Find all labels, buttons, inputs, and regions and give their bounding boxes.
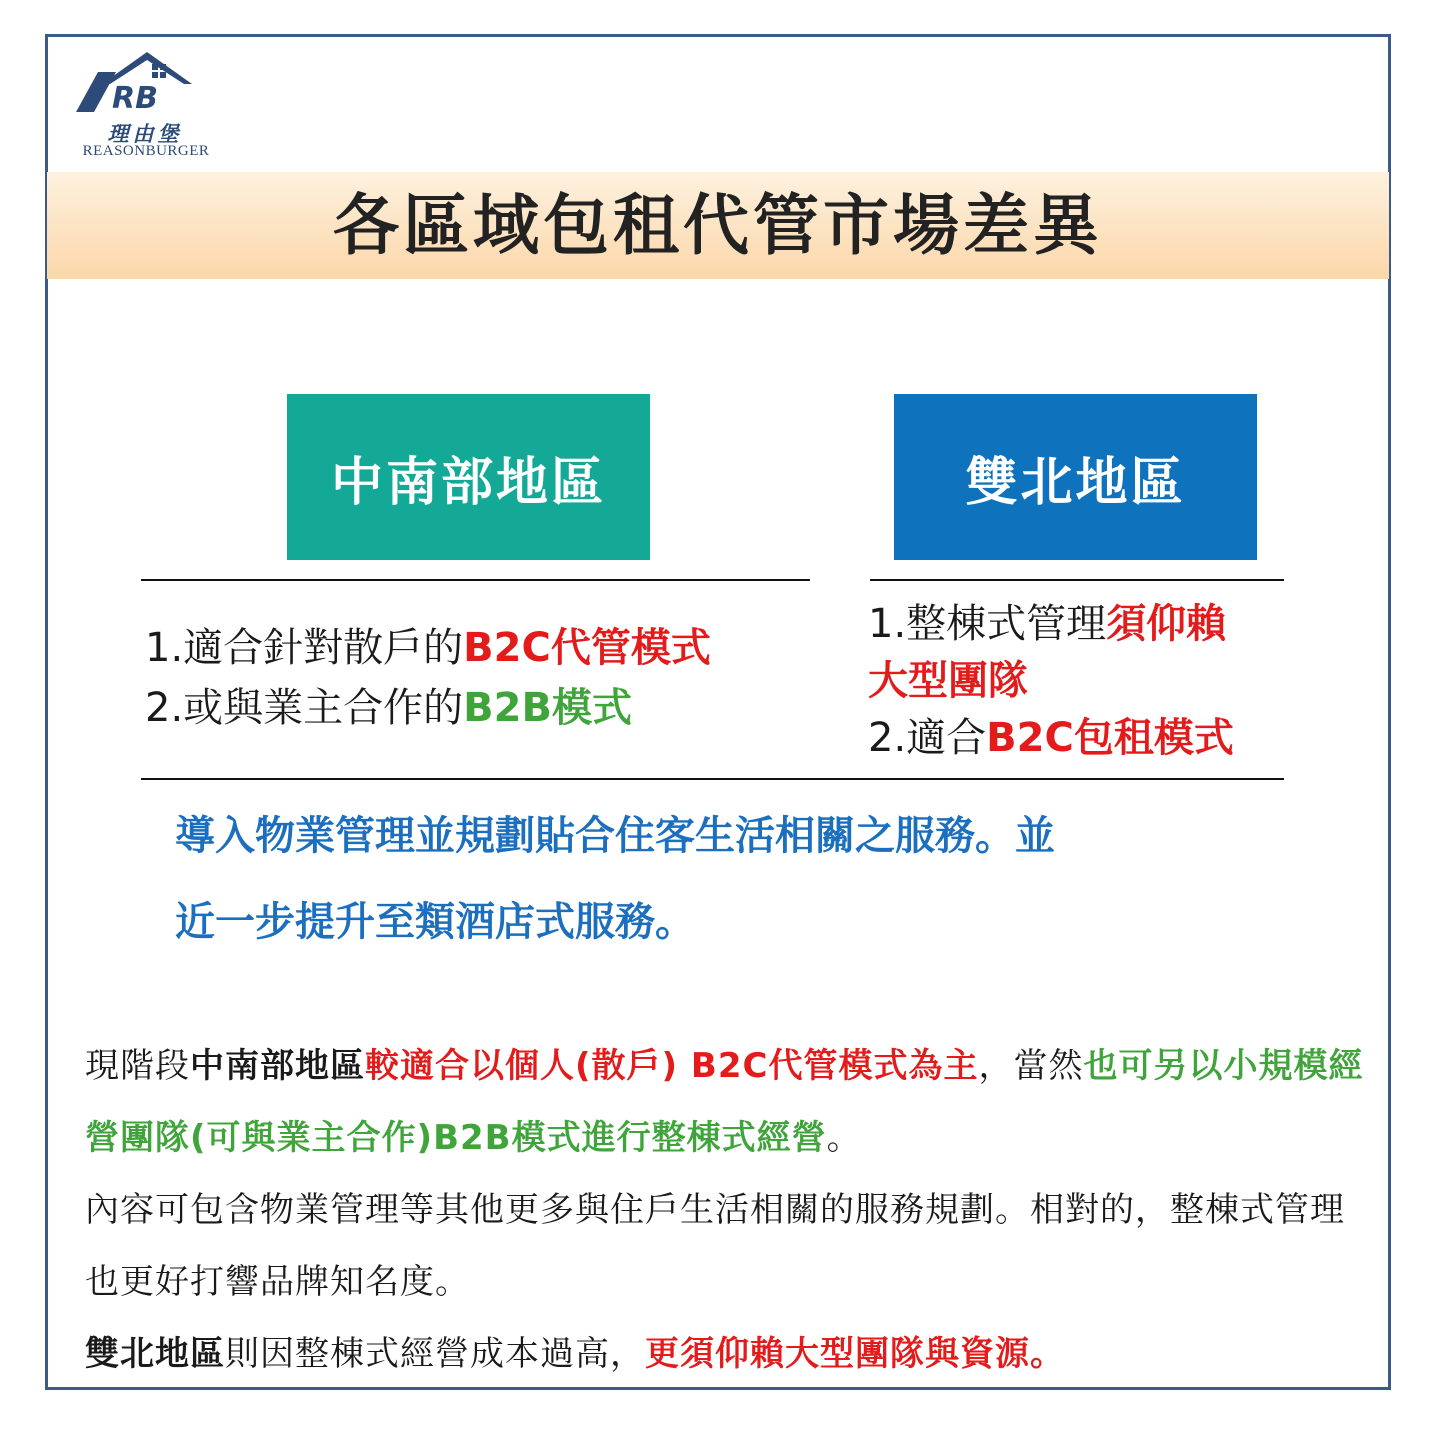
paragraph: 內容可包含物業管理等其他更多與住戶生活相關的服務規劃。相對的，整棟式管理也更好打響品牌知名度。 xyxy=(85,1190,1345,1302)
list-item xyxy=(145,678,711,738)
page-title: 各區域包租代管市場差異 xyxy=(333,187,1103,264)
text-span-bold: 雙北地區 xyxy=(85,1334,225,1374)
divider-left-top xyxy=(141,579,810,581)
text-span-green: 小規模經營團隊(可與業主合作)B2B模式進行整棟式經營 xyxy=(85,1046,1364,1158)
title-band xyxy=(47,172,1389,279)
logo-mark: RB xyxy=(112,81,158,116)
list-item-text: 2.適合 xyxy=(868,715,987,761)
region-label-central-south: 中南部地區 xyxy=(330,452,606,513)
body-text xyxy=(85,1030,1365,1390)
logo xyxy=(72,50,222,162)
list-taipei xyxy=(868,596,1234,767)
logo-name-cn: 理由堡 xyxy=(107,121,183,146)
list-item-text: 2.或與業主合作的 xyxy=(145,685,464,731)
text-span: ，當然 xyxy=(978,1046,1084,1086)
conclusion-line: 導入物業管理並規劃貼合住客生活相關之服務。並 xyxy=(175,813,1055,859)
list-central-south xyxy=(145,618,711,738)
list-item xyxy=(145,618,711,678)
list-item-highlight: B2B模式 xyxy=(463,685,632,731)
divider-bottom xyxy=(141,778,1284,780)
conclusion-line: 近一步提升至類酒店式服務。 xyxy=(175,899,695,945)
list-item-continued xyxy=(868,653,1234,710)
paragraph xyxy=(85,1030,1365,1174)
list-item-highlight: 須仰賴 xyxy=(1106,601,1227,647)
list-item-highlight: B2C包租模式 xyxy=(986,715,1234,761)
text-span-red: 更須仰賴大型團隊與資源。 xyxy=(645,1334,1065,1374)
text-span-red: 較適合以個人(散戶) B2C代管模式為主 xyxy=(365,1046,979,1086)
text-span: 現階段 xyxy=(85,1046,190,1086)
house-logo-icon xyxy=(72,50,222,120)
list-item-text: 1.適合針對散戶的 xyxy=(145,625,464,671)
region-box-central-south xyxy=(287,394,650,560)
text-span-bold: 中南部地區 xyxy=(190,1046,365,1086)
divider-right-top xyxy=(870,579,1284,581)
logo-name-en: REASONBURGER xyxy=(82,143,210,159)
list-item-highlight: B2C代管模式 xyxy=(463,625,711,671)
text-span: 則因整棟式經營成本過高， xyxy=(225,1334,645,1374)
text-span: 。 xyxy=(826,1118,862,1158)
conclusion-text xyxy=(175,793,1275,965)
list-item-highlight: 大型團隊 xyxy=(868,658,1028,704)
list-item xyxy=(868,596,1234,653)
region-label-taipei: 雙北地區 xyxy=(965,452,1186,513)
list-item-text: 1.整棟式管理 xyxy=(868,601,1107,647)
list-item xyxy=(868,710,1234,767)
paragraph xyxy=(85,1318,1365,1390)
text-span-green: 也可另以 xyxy=(1083,1046,1224,1086)
region-box-taipei xyxy=(894,394,1257,560)
